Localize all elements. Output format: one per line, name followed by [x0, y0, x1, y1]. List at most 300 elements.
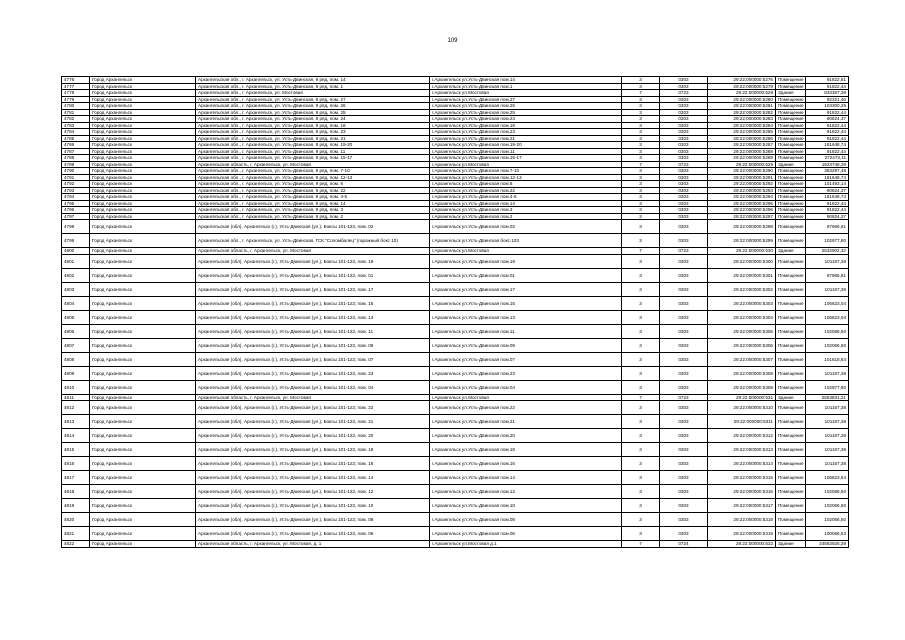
full-address-cell: Архангельская (обл), Архангельск (г.), Усть-Двинская (ул.), Боксы 101-123, пом. 18 [196, 443, 430, 457]
municipality-cell: Город Архангельск [90, 83, 196, 90]
subgroup-code-cell: 0303 [660, 142, 708, 149]
cadastral-value-cell: 101493,14 [806, 181, 849, 188]
row-number: 4797 [62, 213, 90, 220]
full-address-cell: Архангельская обл., г. Архангельск, ул. Усть-Двинская, 9 ряд, пом. 22 [196, 187, 430, 194]
object-type-cell: Помещение [776, 352, 806, 366]
municipality-cell: Город Архангельск [90, 200, 196, 207]
object-type-cell: Здание [776, 161, 806, 168]
full-address-cell: Архангельская обл., г. Архангельск, ул. Усть-Двинская, 8 ряд, пом. 19-20 [196, 142, 430, 149]
subgroup-code-cell: 0303 [660, 194, 708, 201]
short-address-cell: г.Архангельск ул.Усть-Двинская пом.4-5 [430, 194, 622, 201]
row-number: 4801 [62, 254, 90, 268]
cadastral-value-cell: 92321,46 [806, 96, 849, 103]
object-type-cell: Здание [776, 248, 806, 255]
full-address-cell: Архангельская (обл), Архангельск (г.), Усть-Двинская (ул.), Боксы 101-123, пом. 08 [196, 513, 430, 527]
municipality-cell: Город Архангельск [90, 394, 196, 401]
row-number: 4802 [62, 268, 90, 282]
table-row [62, 485, 849, 499]
short-address-cell: г.Архангельск ул.Усть-Двинская пом.04 [430, 380, 622, 394]
cadastral-value-cell: 100066,53 [806, 527, 849, 541]
subgroup-code-cell: 0303 [660, 401, 708, 415]
group-code-cell: 3 [622, 168, 660, 175]
cadastral-number-cell: 29:22:000000:5300 [708, 254, 776, 268]
object-type-cell: Здание [776, 541, 806, 548]
municipality-cell: Город Архангельск [90, 352, 196, 366]
cadastral-number-cell: 29:22:000000:5316 [708, 485, 776, 499]
cadastral-value-cell: 101167,38 [806, 443, 849, 457]
cadastral-number-cell: 29:22:000000:5305 [708, 324, 776, 338]
municipality-cell: Город Архангельск [90, 338, 196, 352]
full-address-cell: Архангельская (обл), Архангельск (г.), Усть-Двинская (ул.), Боксы 101-123, пом. 23 [196, 366, 430, 380]
cadastral-number-cell: 29:22:000000:5285 [708, 129, 776, 136]
short-address-cell: г.Архангельск ул.Усть-Двинская пом.16 [430, 457, 622, 471]
row-number: 4789 [62, 161, 90, 168]
full-address-cell: Архангельская обл., г. Архангельск, ул. Усть-Двинская, 8 ряд, пом. 25 [196, 109, 430, 116]
subgroup-code-cell: 0724 [660, 541, 708, 548]
table-row [62, 513, 849, 527]
cadastral-value-cell: 91822,44 [806, 135, 849, 142]
full-address-cell: Архангельская обл., г. Архангельск, ул. Усть-Двинская, 9 ряд, пом. 26 [196, 103, 430, 110]
group-code-cell: 3 [622, 200, 660, 207]
group-code-cell: 3 [622, 122, 660, 129]
object-type-cell: Помещение [776, 122, 806, 129]
group-code-cell: 3 [622, 174, 660, 181]
cadastral-value-cell: 272473,11 [806, 155, 849, 162]
municipality-cell: Город Архангельск [90, 194, 196, 201]
group-code-cell: 3 [622, 527, 660, 541]
cadastral-value-cell: 102977,80 [806, 234, 849, 248]
short-address-cell: г.Архангельск ул.Мостовая [430, 394, 622, 401]
cadastral-value-cell: 101167,38 [806, 429, 849, 443]
group-code-cell: 3 [622, 429, 660, 443]
row-number: 4811 [62, 394, 90, 401]
group-code-cell: 7 [622, 394, 660, 401]
municipality-cell: Город Архангельск [90, 96, 196, 103]
object-type-cell: Помещение [776, 200, 806, 207]
table-row [62, 220, 849, 234]
group-code-cell: 7 [622, 161, 660, 168]
short-address-cell: г.Архангельск ул.Усть-Двинская пом.14 [430, 200, 622, 207]
full-address-cell: Архангельская (обл), Архангельск (г.), Усть-Двинская (ул.), Боксы 101-123, пом. 17 [196, 282, 430, 296]
row-number: 4780 [62, 103, 90, 110]
cadastral-number-cell: 29:22:000000:528 [708, 90, 776, 97]
cadastral-number-cell: 29:22:000000:5288 [708, 148, 776, 155]
group-code-cell: 3 [622, 194, 660, 201]
object-type-cell: Помещение [776, 366, 806, 380]
row-number: 4794 [62, 194, 90, 201]
group-code-cell: 3 [622, 457, 660, 471]
row-number: 4776 [62, 77, 90, 84]
cadastral-value-cell: 102066,50 [806, 485, 849, 499]
row-number: 4817 [62, 471, 90, 485]
short-address-cell: г.Архангельск ул.Усть-Двинская пом.18 [430, 122, 622, 129]
object-type-cell: Помещение [776, 142, 806, 149]
full-address-cell: Архангельская обл., г. Архангельск, ул. Усть-Двинская, 9 ряд, пом. 7-10 [196, 168, 430, 175]
short-address-cell: г.Архангельск ул.Усть-Двинская пом.23 [430, 366, 622, 380]
cadastral-number-cell: 29:22:000000:531 [708, 394, 776, 401]
subgroup-code-cell: 0303 [660, 234, 708, 248]
municipality-cell: Город Архангельск [90, 380, 196, 394]
short-address-cell: г.Архангельск ул.Усть-Двинская пом.06 [430, 527, 622, 541]
short-address-cell: г.Архангельск ул.Усть-Двинская пом.10 [430, 499, 622, 513]
subgroup-code-cell: 0723 [660, 394, 708, 401]
table-row [62, 443, 849, 457]
object-type-cell: Помещение [776, 282, 806, 296]
municipality-cell: Город Архангельск [90, 122, 196, 129]
cadastral-number-cell: 29:22:000000:5308 [708, 366, 776, 380]
subgroup-code-cell: 0303 [660, 338, 708, 352]
object-type-cell: Здание [776, 394, 806, 401]
row-number: 4804 [62, 296, 90, 310]
row-number: 4806 [62, 324, 90, 338]
cadastral-value-cell: 91822,44 [806, 109, 849, 116]
municipality-cell: Город Архангельск [90, 109, 196, 116]
full-address-cell: Архангельская обл., г. Архангельск, ул. Усть-Двинская, 9 ряд, пом. 14 [196, 200, 430, 207]
full-address-cell: Архангельская (обл), Архангельск (г.), Усть-Двинская (ул.), Боксы 101-123, пом. 15 [196, 296, 430, 310]
short-address-cell: г.Архангельск ул.Усть-Двинская пом.11 [430, 148, 622, 155]
municipality-cell: Город Архангельск [90, 513, 196, 527]
cadastral-number-cell: 29:22:000000:5306 [708, 338, 776, 352]
cadastral-value-cell: 106623,04 [806, 310, 849, 324]
subgroup-code-cell: 0303 [660, 485, 708, 499]
row-number: 4795 [62, 200, 90, 207]
cadastral-value-cell: 106623,04 [806, 296, 849, 310]
cadastral-value-cell: 91822,81 [806, 77, 849, 84]
cadastral-number-cell: 29:22:000000:5312 [708, 429, 776, 443]
short-address-cell: г.Архангельск ул.Усть-Двинская пом.07 [430, 352, 622, 366]
cadastral-number-cell: 29:22:000000:532 [708, 541, 776, 548]
row-number: 4815 [62, 443, 90, 457]
row-number: 4820 [62, 513, 90, 527]
cadastral-number-cell: 29:22:000000:5319 [708, 527, 776, 541]
municipality-cell: Город Архангельск [90, 129, 196, 136]
municipality-cell: Город Архангельск [90, 77, 196, 84]
cadastral-number-cell: 29:22:000000:5290 [708, 168, 776, 175]
subgroup-code-cell: 0303 [660, 513, 708, 527]
group-code-cell: 3 [622, 213, 660, 220]
municipality-cell: Город Архангельск [90, 168, 196, 175]
group-code-cell: 3 [622, 103, 660, 110]
cadastral-value-cell: 102066,50 [806, 338, 849, 352]
object-type-cell: Помещение [776, 499, 806, 513]
cadastral-value-cell: 101167,38 [806, 401, 849, 415]
cadastral-number-cell: 29:22:000000:5304 [708, 310, 776, 324]
subgroup-code-cell: 0303 [660, 366, 708, 380]
full-address-cell: Архангельская (обл), Архангельск (г.), Усть-Двинская (ул.), Боксы 101-123, пом. 07 [196, 352, 430, 366]
cadastral-number-cell: 29:22:000000:5311 [708, 415, 776, 429]
group-code-cell: 3 [622, 296, 660, 310]
cadastral-number-cell: 29:22:000000:5279 [708, 83, 776, 90]
table-row [62, 324, 849, 338]
municipality-cell: Город Архангельск [90, 443, 196, 457]
cadastral-value-cell: 181648,74 [806, 194, 849, 201]
cadastral-number-cell: 29:22:000000:530 [708, 248, 776, 255]
row-number: 4808 [62, 352, 90, 366]
object-type-cell: Помещение [776, 129, 806, 136]
short-address-cell: г.Архангельск ул.Усть-Двинская пом.6 [430, 181, 622, 188]
subgroup-code-cell: 0303 [660, 129, 708, 136]
full-address-cell: Архангельская (обл), Архангельск (г.), Усть-Двинская (ул.), Боксы 101-123, пом. 22 [196, 401, 430, 415]
subgroup-code-cell: 0303 [660, 457, 708, 471]
object-type-cell: Помещение [776, 135, 806, 142]
full-address-cell: Архангельская (обл), Архангельск (г.), Усть-Двинская (ул.), Боксы 101-123, пом. 21 [196, 415, 430, 429]
table-row [62, 282, 849, 296]
full-address-cell: Архангельская (обл), Архангельск (г.), Усть-Двинская (ул.), Боксы 101-123, пом. 13 [196, 310, 430, 324]
object-type-cell: Помещение [776, 234, 806, 248]
cadastral-number-cell: 29:22:000000:5307 [708, 352, 776, 366]
short-address-cell: г.Архангельск ул.Усть-Двинская пом.17 [430, 282, 622, 296]
subgroup-code-cell: 0723 [660, 248, 708, 255]
row-number: 4813 [62, 415, 90, 429]
cadastral-number-cell: 29:22:000000:5282 [708, 109, 776, 116]
table-row [62, 296, 849, 310]
cadastral-number-cell: 29:22:000000:5284 [708, 122, 776, 129]
short-address-cell: г.Архангельск ул.Усть-Двинская пом.13 [430, 310, 622, 324]
full-address-cell: Архангельская обл., г. Архангельск, ул. Усть-Двинская, 9 ряд, пом. 3 [196, 207, 430, 214]
group-code-cell: 3 [622, 116, 660, 123]
subgroup-code-cell: 0303 [660, 135, 708, 142]
full-address-cell: Архангельская обл., г. Архангельск, ул. Мостовая [196, 90, 430, 97]
subgroup-code-cell: 0303 [660, 213, 708, 220]
object-type-cell: Помещение [776, 148, 806, 155]
subgroup-code-cell: 0303 [660, 296, 708, 310]
group-code-cell: 3 [622, 155, 660, 162]
group-code-cell: 3 [622, 83, 660, 90]
group-code-cell: 3 [622, 129, 660, 136]
full-address-cell: Архангельская обл., г. Архангельск, ул. Усть-Двинская, 8 ряд, пом. 21 [196, 135, 430, 142]
cadastral-value-cell: 101618,84 [806, 352, 849, 366]
cadastral-number-cell: 29:22:000000:5297 [708, 213, 776, 220]
group-code-cell: 3 [622, 310, 660, 324]
group-code-cell: 3 [622, 77, 660, 84]
subgroup-code-cell: 0303 [660, 155, 708, 162]
cadastral-number-cell: 29:22:000000:5302 [708, 282, 776, 296]
subgroup-code-cell: 0303 [660, 380, 708, 394]
cadastral-value-cell: 2532902,32 [806, 248, 849, 255]
cadastral-value-cell: 97965,61 [806, 268, 849, 282]
group-code-cell: 7 [622, 90, 660, 97]
object-type-cell: Помещение [776, 174, 806, 181]
full-address-cell: Архангельская (обл), Архангельск (г.), Усть-Двинская (ул.), Боксы 101-123, пом. 20 [196, 429, 430, 443]
cadastral-number-cell: 29:22:000000:5283 [708, 116, 776, 123]
object-type-cell: Помещение [776, 513, 806, 527]
table-row [62, 254, 849, 268]
municipality-cell: Город Архангельск [90, 527, 196, 541]
short-address-cell: г.Архангельск ул.Усть-Двинская пом.21 [430, 415, 622, 429]
row-number: 4796 [62, 207, 90, 214]
table-row [62, 352, 849, 366]
full-address-cell: Архангельская обл., г. Архангельск, ул. Усть-Двинская, ГСК "Соломбалец" (гаражный бокс 10) [196, 234, 430, 248]
subgroup-code-cell: 0303 [660, 122, 708, 129]
object-type-cell: Помещение [776, 116, 806, 123]
cadastral-value-cell: 181648,74 [806, 142, 849, 149]
cadastral-value-cell: 363297,48 [806, 168, 849, 175]
municipality-cell: Город Архангельск [90, 142, 196, 149]
object-type-cell: Помещение [776, 77, 806, 84]
table-row [62, 234, 849, 248]
row-number: 4803 [62, 282, 90, 296]
municipality-cell: Город Архангельск [90, 541, 196, 548]
group-code-cell: 3 [622, 401, 660, 415]
cadastral-value-cell: 90824,37 [806, 213, 849, 220]
row-number: 4814 [62, 429, 90, 443]
full-address-cell: Архангельская обл., г. Архангельск, ул. Усть-Двинская, 8 ряд, пом. 27 [196, 96, 430, 103]
short-address-cell: г.Архангельск ул.Мостовая [430, 90, 622, 97]
municipality-cell: Город Архангельск [90, 181, 196, 188]
full-address-cell: Архангельская (обл), Архангельск (г.), Усть-Двинская (ул.), Боксы 101-123, пом. 16 [196, 457, 430, 471]
short-address-cell: г.Архангельск ул.Усть-Двинская бокс.103 [430, 234, 622, 248]
cadastral-value-cell: 102977,80 [806, 380, 849, 394]
municipality-cell: Город Архангельск [90, 457, 196, 471]
cadastral-number-cell: 29:22:000000:5315 [708, 471, 776, 485]
subgroup-code-cell: 0303 [660, 83, 708, 90]
row-number: 4788 [62, 155, 90, 162]
cadastral-value-cell: 1623746,29 [806, 161, 849, 168]
row-number: 4791 [62, 174, 90, 181]
full-address-cell: Архангельская обл., г. Архангельск, ул. Усть-Двинская, 9 ряд, пом. 11 [196, 148, 430, 155]
object-type-cell: Помещение [776, 254, 806, 268]
full-address-cell: Архангельская (обл), Архангельск (г.), Усть-Двинская (ул.), Боксы 101-123, пом. 06 [196, 527, 430, 541]
row-number: 4816 [62, 457, 90, 471]
group-code-cell: 3 [622, 499, 660, 513]
row-number: 4779 [62, 96, 90, 103]
group-code-cell: 3 [622, 366, 660, 380]
short-address-cell: г.Архангельск ул.Усть-Двинская пом.22 [430, 187, 622, 194]
row-number: 4822 [62, 541, 90, 548]
table-row [62, 366, 849, 380]
cadastral-number-cell: 29:22:000000:5298 [708, 220, 776, 234]
row-number: 4807 [62, 338, 90, 352]
object-type-cell: Помещение [776, 401, 806, 415]
short-address-cell: г.Архангельск ул.Усть-Двинская пом.02 [430, 220, 622, 234]
subgroup-code-cell: 0303 [660, 148, 708, 155]
full-address-cell: Архангельская обл., г. Архангельск, ул. Усть-Двинская, 9 ряд, пом. 15-17 [196, 155, 430, 162]
cadastral-value-cell: 91822,44 [806, 200, 849, 207]
group-code-cell: 3 [622, 380, 660, 394]
row-number: 4798 [62, 220, 90, 234]
cadastral-number-cell: 29:22:000000:5286 [708, 135, 776, 142]
table-row [62, 471, 849, 485]
cadastral-value-cell: 101167,36 [806, 282, 849, 296]
cadastral-number-cell: 29:22:000000:5296 [708, 207, 776, 214]
short-address-cell: г.Архангельск ул.Усть-Двинская пом.01 [430, 268, 622, 282]
object-type-cell: Помещение [776, 213, 806, 220]
full-address-cell: Архангельская область, г. Архангельск, ул. Мостовая, д. 1 [196, 541, 430, 548]
subgroup-code-cell: 0303 [660, 282, 708, 296]
group-code-cell: 3 [622, 220, 660, 234]
municipality-cell: Город Архангельск [90, 187, 196, 194]
cadastral-number-cell: 29:22:000000:5317 [708, 499, 776, 513]
cadastral-value-cell: 181648,74 [806, 174, 849, 181]
group-code-cell: 3 [622, 109, 660, 116]
full-address-cell: Архангельская (обл), Архангельск (г.), Усть-Двинская (ул.), Боксы 101-123, пом. 01 [196, 268, 430, 282]
full-address-cell: Архангельская (обл), Архангельск (г.), Усть-Двинская (ул.), Боксы 101-123, пом. 04 [196, 380, 430, 394]
subgroup-code-cell: 0303 [660, 324, 708, 338]
object-type-cell: Помещение [776, 485, 806, 499]
row-number: 4790 [62, 168, 90, 175]
object-type-cell: Помещение [776, 194, 806, 201]
row-number: 4809 [62, 366, 90, 380]
municipality-cell: Город Архангельск [90, 324, 196, 338]
municipality-cell: Город Архангельск [90, 254, 196, 268]
row-number: 4786 [62, 142, 90, 149]
short-address-cell: г.Архангельск ул.Усть-Двинская пом.7-10 [430, 168, 622, 175]
municipality-cell: Город Архангельск [90, 471, 196, 485]
short-address-cell: г.Архангельск ул.Усть-Двинская пом.11 [430, 324, 622, 338]
short-address-cell: г.Архангельск ул.Усть-Двинская пом.14 [430, 471, 622, 485]
row-number: 4818 [62, 485, 90, 499]
object-type-cell: Помещение [776, 415, 806, 429]
full-address-cell: Архангельская обл., г. Архангельск, ул. Усть-Двинская, 8 ряд, пом. 1 [196, 83, 430, 90]
full-address-cell: Архангельская область, г. Архангельск, ул. Мостовая [196, 394, 430, 401]
cadastral-number-cell: 29:22:000000:5291 [708, 174, 776, 181]
object-type-cell: Помещение [776, 310, 806, 324]
short-address-cell: г.Архангельск ул.Усть-Двинская пом.20 [430, 429, 622, 443]
municipality-cell: Город Архангельск [90, 282, 196, 296]
subgroup-code-cell: 0303 [660, 499, 708, 513]
cadastral-number-cell: 29:22:000000:5309 [708, 380, 776, 394]
table-row [62, 527, 849, 541]
group-code-cell: 7 [622, 541, 660, 548]
short-address-cell: г.Архангельск ул.Усть-Двинская пом.19 [430, 254, 622, 268]
municipality-cell: Город Архангельск [90, 90, 196, 97]
object-type-cell: Помещение [776, 187, 806, 194]
short-address-cell: г.Архангельск ул.Усть-Двинская пом.09 [430, 338, 622, 352]
object-type-cell: Помещение [776, 96, 806, 103]
subgroup-code-cell: 0303 [660, 352, 708, 366]
row-number: 4787 [62, 148, 90, 155]
cadastral-number-cell: 29:22:000000:5295 [708, 200, 776, 207]
cadastral-number-cell: 29:22:000000:5293 [708, 187, 776, 194]
short-address-cell: г.Архангельск ул.Усть-Двинская пом.2 [430, 213, 622, 220]
subgroup-code-cell: 0723 [660, 161, 708, 168]
municipality-cell: Город Архангельск [90, 296, 196, 310]
cadastral-value-cell: 101167,36 [806, 254, 849, 268]
cadastral-number-cell: 29:22:000000:5289 [708, 155, 776, 162]
row-number: 4800 [62, 248, 90, 255]
row-number: 4781 [62, 109, 90, 116]
object-type-cell: Помещение [776, 338, 806, 352]
full-address-cell: Архангельская обл., г. Архангельск, ул. Усть-Двинская, 9 ряд, пом. 23 [196, 129, 430, 136]
subgroup-code-cell: 0303 [660, 415, 708, 429]
subgroup-code-cell: 0303 [660, 310, 708, 324]
municipality-cell: Город Архангельск [90, 213, 196, 220]
subgroup-code-cell: 0303 [660, 103, 708, 110]
short-address-cell: г.Архангельск ул.Усть-Двинская пом.22 [430, 401, 622, 415]
subgroup-code-cell: 0723 [660, 90, 708, 97]
cadastral-value-cell: 2553831,21 [806, 394, 849, 401]
cadastral-number-cell: 29:22:000000:5310 [708, 401, 776, 415]
cadastral-value-cell: 102066,50 [806, 499, 849, 513]
short-address-cell: г.Архангельск ул.Усть-Двинская пом.27 [430, 96, 622, 103]
object-type-cell: Помещение [776, 380, 806, 394]
object-type-cell: Помещение [776, 443, 806, 457]
cadastral-value-cell: 101167,38 [806, 366, 849, 380]
table-row [62, 429, 849, 443]
cadastral-value-cell: 833367,38 [806, 90, 849, 97]
subgroup-code-cell: 0303 [660, 187, 708, 194]
object-type-cell: Помещение [776, 527, 806, 541]
full-address-cell: Архангельская (обл), Архангельск (г.), Усть-Двинская (ул.), Боксы 101-123, пом. 09 [196, 338, 430, 352]
short-address-cell: г.Архангельск ул.Усть-Двинская пом.19-20 [430, 142, 622, 149]
short-address-cell: г.Архангельск ул.Усть-Двинская пом.18 [430, 443, 622, 457]
short-address-cell: г.Архангельск ул.Усть-Двинская пом.25 [430, 109, 622, 116]
short-address-cell: г.Архангельск ул.Мостовая [430, 161, 622, 168]
object-type-cell: Помещение [776, 207, 806, 214]
full-address-cell: Архангельская (обл), Архангельск (г.), Усть-Двинская (ул.), Боксы 101-123, пом. 11 [196, 324, 430, 338]
short-address-cell: г.Архангельск ул.Усть-Двинская пом.08 [430, 513, 622, 527]
row-number: 4812 [62, 401, 90, 415]
